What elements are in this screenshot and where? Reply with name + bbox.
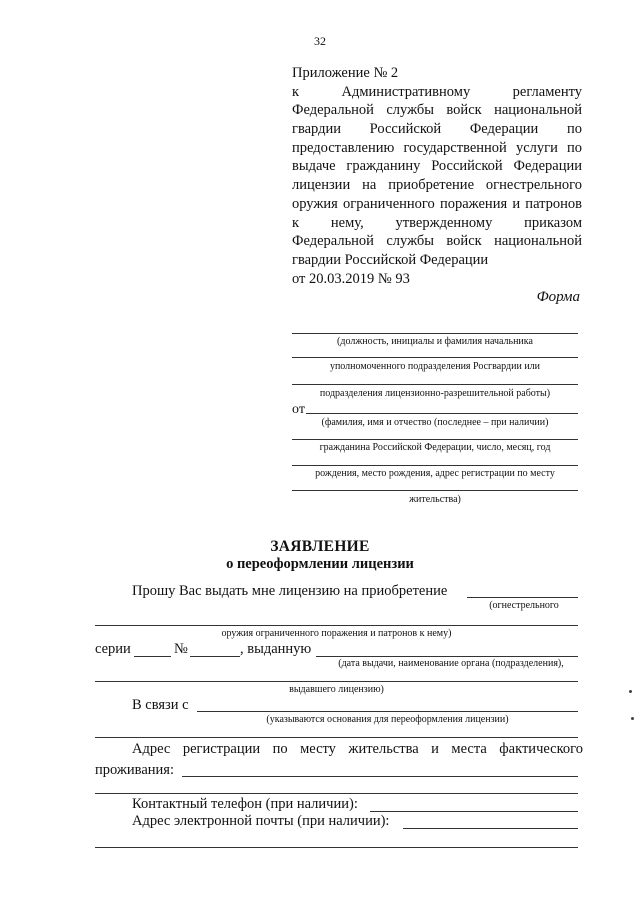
request-text: Прошу Вас выдать мне лицензию на приобретение: [132, 583, 448, 599]
number-field[interactable]: [190, 656, 240, 657]
firearm-caption: (огнестрельного: [489, 600, 559, 611]
residence-field-line[interactable]: [95, 793, 578, 794]
applicant-field-line[interactable]: [292, 490, 578, 491]
appendix-line: лицензии на приобретение огнестрельного: [292, 177, 582, 194]
firearm-field-line[interactable]: [467, 597, 578, 598]
appendix-line: Федеральной службы войск национальной: [292, 233, 582, 250]
form-label: Форма: [536, 289, 580, 305]
addressee-field-line[interactable]: [292, 357, 578, 358]
document-title: ЗАЯВЛЕНИЕ: [270, 538, 370, 555]
reason-field-line[interactable]: [95, 737, 578, 738]
address-text: Адрес регистрации по месту жительства и места фактического: [132, 741, 583, 757]
appendix-line: к Административному регламенту: [292, 83, 582, 100]
scan-speck: [631, 717, 634, 720]
addressee-caption: уполномоченного подразделения Росгвардии или: [329, 361, 541, 372]
applicant-field-line[interactable]: [292, 439, 578, 440]
applicant-caption: гражданина Российской Федерации, число, месяц, год: [319, 442, 551, 453]
appendix-line: оружия ограниченного поражения и патронов: [292, 195, 582, 212]
email-label: Адрес электронной почты (при наличии):: [132, 813, 390, 829]
document-subtitle: о переоформлении лицензии: [226, 556, 414, 572]
addressee-caption: (должность, инициалы и фамилия начальника: [337, 336, 533, 347]
appendix-line: гвардии Российской Федерации: [292, 251, 489, 268]
reason-caption: (указываются основания для переоформления лицензии): [266, 714, 509, 725]
weapon-caption: оружия ограниченного поражения и патронов к нему): [221, 628, 452, 639]
number-label: №: [174, 641, 188, 657]
from-label: от: [292, 402, 305, 417]
applicant-caption: рождения, место рождения, адрес регистрации по месту: [315, 468, 555, 479]
residence-field[interactable]: [182, 776, 578, 777]
appendix-line: Федеральной службы войск национальной: [292, 102, 582, 119]
applicant-caption: жительства): [409, 494, 461, 505]
appendix-line: к нему, утвержденному приказом: [292, 214, 582, 231]
appendix-line: Приложение № 2: [292, 65, 399, 81]
reason-field[interactable]: [197, 711, 578, 712]
appendix-line: выдаче гражданину Российской Федерации: [292, 158, 582, 175]
series-field[interactable]: [134, 656, 171, 657]
addressee-caption: подразделения лицензионно-разрешительной работы): [319, 388, 551, 399]
residence-label: проживания:: [95, 762, 174, 778]
phone-field[interactable]: [370, 811, 578, 812]
addressee-field-line[interactable]: [292, 384, 578, 385]
phone-label: Контактный телефон (при наличии):: [132, 796, 358, 812]
applicant-caption: (фамилия, имя и отчество (последнее – при наличии): [321, 417, 549, 428]
weapon-field-line[interactable]: [95, 625, 578, 626]
appendix-header: [292, 64, 582, 288]
addressee-field-line[interactable]: [292, 333, 578, 334]
scan-speck: [629, 690, 632, 693]
issuer-field-line[interactable]: [95, 681, 578, 682]
appendix-line: предоставлению государственной услуги по: [292, 139, 582, 156]
series-label: серии: [95, 641, 131, 657]
page-number: 32: [314, 34, 326, 48]
applicant-field-line[interactable]: [306, 413, 578, 414]
appendix-line: гвардии Российской Федерации по: [292, 121, 582, 138]
reason-label: В связи с: [132, 697, 189, 713]
issued-label: , выданную: [240, 641, 312, 657]
issuer-caption: выдавшего лицензию): [289, 684, 384, 695]
applicant-field-line[interactable]: [292, 465, 578, 466]
appendix-line: от 20.03.2019 № 93: [292, 270, 410, 287]
email-field-line[interactable]: [95, 847, 578, 848]
issued-by-field[interactable]: [316, 656, 578, 657]
email-field[interactable]: [403, 828, 578, 829]
issue-caption: (дата выдачи, наименование органа (подразделения),: [338, 658, 564, 669]
